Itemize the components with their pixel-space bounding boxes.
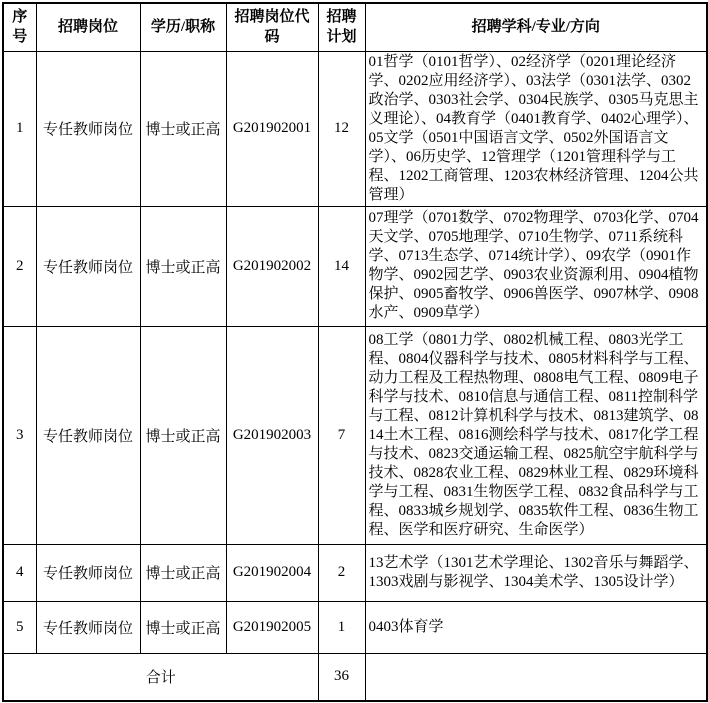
total-plan-count: 36 — [318, 653, 365, 701]
cell-majors: 01哲学（0101哲学）、02经济学（0201理论经济学、0202应用经济学）、03法学（0301法学、0302政治学、0303社会学、0304民族学、0305马克思主义理论）、04教育学（0401教育学、0402心理学）、05文学（0501中国语言文学、0502外国语言文学）、06历史学、12管理学（1201管理科学与工程、1202工商管理、1203农林经济管理、1204公共管理） — [365, 51, 707, 206]
header-position: 招聘岗位 — [36, 3, 140, 51]
total-row — [3, 653, 707, 701]
cell-majors: 0403体育学 — [365, 601, 707, 653]
table-row — [3, 601, 707, 653]
cell-qualification: 博士或正高 — [140, 601, 226, 653]
cell-position: 专任教师岗位 — [36, 601, 140, 653]
cell-majors: 07理学（0701数学、0702物理学、0703化学、0704天文学、0705地理学、0710生物学、0711系统科学、0713生态学、0714统计学）、09农学（0901作物学、0902园艺学、0903农业资源利用、0904植物保护、0905畜牧学、0906兽医学、0907林学、0908水产、0909草学） — [365, 206, 707, 326]
cell-serial-number: 3 — [3, 326, 36, 544]
table-row — [3, 326, 707, 544]
cell-plan-count: 1 — [318, 601, 365, 653]
cell-serial-number: 4 — [3, 544, 36, 601]
cell-serial-number: 1 — [3, 51, 36, 206]
cell-position: 专任教师岗位 — [36, 51, 140, 206]
cell-majors: 08工学（0801力学、0802机械工程、0803光学工程、0804仪器科学与技术、0805材料科学与工程、动力工程及工程热物理、0808电气工程、0809电子科学与技术、0810信息与通信工程、0811控制科学与工程、0812计算机科学与技术、0813建筑学、0814土木工程、0816测绘科学与技术、0817化学工程与技术、0823交通运输工程、0825航空宇航科学与技术、0828农业工程、0829林业工程、0829环境科学与工程、0831生物医学工程、0832食品科学与工程、0833城乡规划学、0835软件工程、0836生物工程、医学和医疗研究、生命医学） — [365, 326, 707, 544]
cell-position-code: G201902005 — [226, 601, 318, 653]
cell-position: 专任教师岗位 — [36, 544, 140, 601]
header-row — [3, 3, 707, 51]
header-position-code: 招聘岗位代码 — [226, 3, 318, 51]
header-plan-count: 招聘计划 — [318, 3, 365, 51]
header-majors: 招聘学科/专业/方向 — [365, 3, 707, 51]
table-row — [3, 544, 707, 601]
table-row — [3, 51, 707, 206]
total-majors-empty — [365, 653, 707, 701]
cell-position: 专任教师岗位 — [36, 326, 140, 544]
cell-plan-count: 12 — [318, 51, 365, 206]
cell-plan-count: 2 — [318, 544, 365, 601]
cell-majors: 13艺术学（1301艺术学理论、1302音乐与舞蹈学、1303戏剧与影视学、1304美术学、1305设计学） — [365, 544, 707, 601]
cell-position-code: G201902004 — [226, 544, 318, 601]
header-qualification: 学历/职称 — [140, 3, 226, 51]
cell-plan-count: 14 — [318, 206, 365, 326]
total-label: 合计 — [3, 653, 318, 701]
cell-qualification: 博士或正高 — [140, 544, 226, 601]
cell-position-code: G201902002 — [226, 206, 318, 326]
header-serial-number: 序号 — [3, 3, 36, 51]
cell-plan-count: 7 — [318, 326, 365, 544]
cell-qualification: 博士或正高 — [140, 51, 226, 206]
cell-qualification: 博士或正高 — [140, 206, 226, 326]
cell-position: 专任教师岗位 — [36, 206, 140, 326]
cell-serial-number: 2 — [3, 206, 36, 326]
cell-position-code: G201902001 — [226, 51, 318, 206]
cell-serial-number: 5 — [3, 601, 36, 653]
recruitment-table — [2, 2, 708, 702]
cell-qualification: 博士或正高 — [140, 326, 226, 544]
cell-position-code: G201902003 — [226, 326, 318, 544]
table-row — [3, 206, 707, 326]
